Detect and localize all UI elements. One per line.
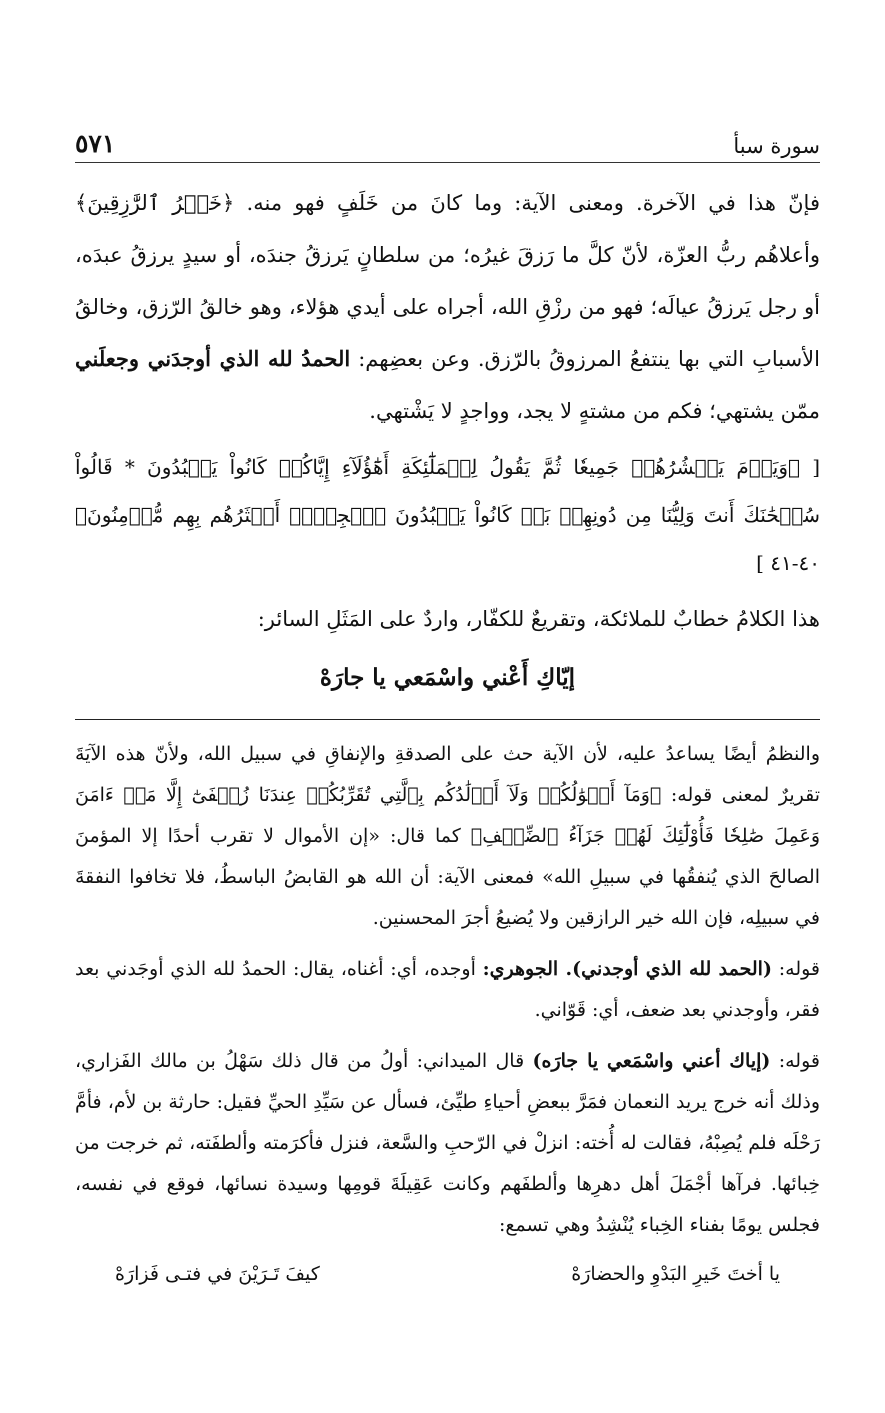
footnote-3-prefix: قوله: xyxy=(778,1050,820,1072)
footnote-2 xyxy=(75,949,820,1031)
page xyxy=(75,118,820,1296)
main-text xyxy=(75,177,820,705)
footnote-2-bold: (الحمد لله الذي أوجدني). الجوهري: xyxy=(482,958,772,980)
proverb-intro: هذا الكلامُ خطابٌ للملائكة، وتقريعٌ للكفّار، واردٌ على المَثَلِ السائر: xyxy=(257,607,820,631)
footnote-1: والنظمُ أيضًا يساعدُ عليه، لأن الآية حث على الصدقةِ والإنفاقِ في سبيل الله، ولأنّ هذه الآيَةَ تقريرٌ لمعنى قوله: ﴿وَمَآ أَمۡوَٰلُكُمۡ وَلَآ أَوۡلَٰدُكُم بِٱلَّتِي تُقَرِّبُكُمۡ عِندَنَا زُلۡفَىٰٓ إِلَّا مَنۡ ءَامَنَ وَعَمِلَ صَٰلِحٗا فَأُوْلَٰٓئِكَ لَهُمۡ جَزَآءُ ٱلضِّعۡفِ﴾ كما قال: «إن الأموال لا تقرب أحدًا إلا المؤمنَ الصالحَ الذي يُنفقُها في سبيلِ الله» فمعنى الآية: أن الله هو القابضُ الباسطُ، فلا تخافوا النفقةَ في سبيلِه، فإن الله خير الرازقين ولا يُضيعُ أجرَ المحسنين. xyxy=(75,743,820,929)
commentary-paragraph xyxy=(75,177,820,437)
poem-hemistich-right: يا أختَ خَيرِ البَدْوِ والحضارَهْ xyxy=(571,1263,780,1285)
footnote-3 xyxy=(75,1041,820,1246)
footnote-3-bold: (إياك أعني واسْمَعي يا جارَه) xyxy=(532,1050,771,1072)
commentary-text: فإنّ هذا في الآخرة. ومعنى الآية: وما كانَ من خَلَفٍ فهو منه. ﴿خَيۡرُ ٱلرَّٰزِقِينَ﴾ وأعلاهُم ربُّ العزّة، لأنّ كلَّ ما رَزقَ غيرُه؛ من سلطانٍ يَرزقُ جندَه، أو سيدٍ يرزقُ عبدَه، أو رجل يَرزقُ عيالَه؛ فهو من رزْقِ الله، أجراه على أيدي هؤلاء، وهو خالقُ الرّزق، وخالقُ الأسبابِ التي بها ينتفعُ المرزوقُ بالرّزق. وعن بعضِهم: xyxy=(75,191,820,371)
footnote-2-text: أوجده، أي: أغناه، يقال: الحمدُ لله الذي أوجَدني بعد فقر، وأوجدني بعد ضعف، أي: قَوّاني. xyxy=(75,958,820,1021)
quran-verse: [ ﴿وَيَوۡمَ يَحۡشُرُهُمۡ جَمِيعٗا ثُمَّ يَقُولُ لِلۡمَلَٰٓئِكَةِ أَهَٰٓؤُلَآءِ إِيَّاكُمۡ كَانُواْ يَعۡبُدُونَ * قَالُواْ سُبۡحَٰنَكَ أَنتَ وَلِيُّنَا مِن دُونِهِمۖ بَلۡ كَانُواْ يَعۡبُدُونَ ٱلۡجِنَّۖ أَكۡثَرُهُم بِهِم مُّؤۡمِنُونَ﴾ ٤٠-٤١ ] xyxy=(75,455,820,575)
footnote-separator xyxy=(75,719,820,720)
footnote-3-text: قال الميداني: أولُ من قال ذلك سَهْلُ بن مالك الفَزاري، وذلك أنه خرج يريد النعمان فمَرَّ ببعضِ أحياءِ طيِّئ، فسأل عن سَيِّدِ الحيِّ فقيل: حارثة بن لأم، فأمَّ رَحْلَه فلم يُصِبْهُ، فقالت له أُخته: انزلْ في الرّحبِ والسَّعة، فنزل فأكرَمته وألطفَته، ثم خرجت من خِبائها. فرآها أجْمَلَ أهل دهرِها وألطفَهم وكانت عَقِيلَةَ قومِها وسيدة نسائها، فوقع في نفسه، فجلس يومًا بفناء الخِباء يُنْشِدُ وهي تسمع: xyxy=(75,1050,820,1236)
footnote-2-prefix: قوله: xyxy=(778,958,821,980)
page-header xyxy=(75,118,820,163)
footnotes xyxy=(75,734,820,1296)
page-number: ٥٧١ xyxy=(75,129,116,158)
proverb: إيّاكِ أَعْني واسْمَعي يا جارَهْ xyxy=(319,664,576,691)
poem-hemistich-left: كيفَ تَـرَيْنَ في فتـى فَزارَهْ xyxy=(115,1263,320,1285)
commentary-text-end: ممّن يشتهي؛ فكم من مشتهٍ لا يجد، وواجدٍ لا يَشْتهي. xyxy=(369,399,820,423)
poem-verse xyxy=(115,1252,780,1296)
sura-title: سورة سبأ xyxy=(733,134,820,158)
quote-bold: الحمدُ لله الذي أوجدَني وجعلَني xyxy=(75,346,351,371)
